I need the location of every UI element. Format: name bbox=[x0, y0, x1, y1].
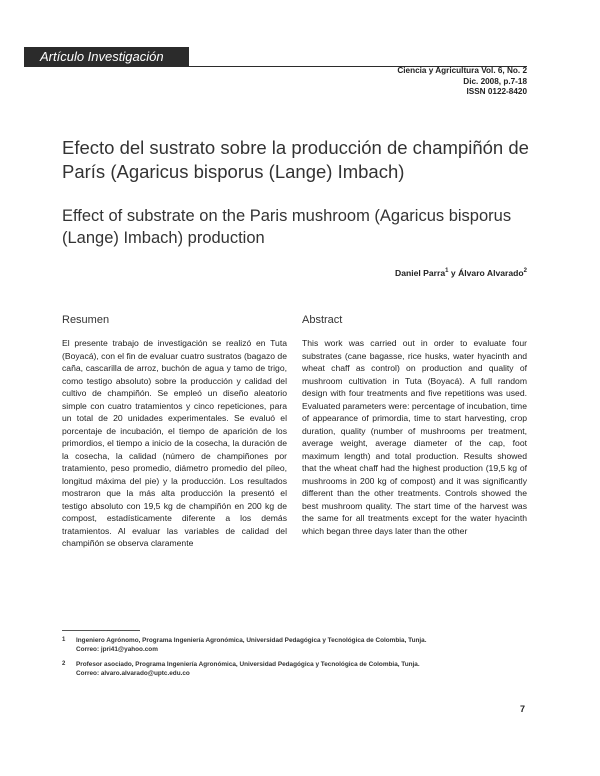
footnote-affiliation: Profesor asociado, Programa Ingeniería Agronómica, Universidad Pedagógica y Tecnológica de Colombia, Tunja. bbox=[76, 661, 420, 668]
footnote-email: Correo: jpri41@yahoo.com bbox=[76, 646, 158, 653]
journal-volume: Ciencia y Agricultura Vol. 6, No. 2 bbox=[397, 66, 527, 75]
title-english: Effect of substrate on the Paris mushroom (Agaricus bisporus (Lange) Imbach) production bbox=[62, 207, 512, 247]
abstract-heading: Abstract bbox=[302, 314, 343, 326]
author-joiner: y bbox=[448, 268, 459, 278]
footnote-affiliation: Ingeniero Agrónomo, Programa Ingeniería Agronómica, Universidad Pedagógica y Tecnológica de Colombia, Tunja. bbox=[76, 637, 427, 644]
journal-issn: ISSN 0122-8420 bbox=[466, 87, 527, 96]
footnote-email: Correo: alvaro.alvarado@uptc.edu.co bbox=[76, 670, 190, 677]
journal-info bbox=[397, 66, 527, 98]
author-name: Álvaro Alvarado bbox=[458, 268, 524, 278]
abstract-text: This work was carried out in order to evaluate four substrates (cane bagasse, rice husks, water hyacinth and wheat chaff as control) on production and quality of mushroom cultivation in Tuta (Boyacá). A full random design with four treatments and five repetitions was used. Evaluated parameters were: percentage of incubation, time of appearance of primordia, time to start harvesting, crop duration, quality (number of mushrooms per treatment, average weight, average diameter of the cap, foot maximum length) and total production. Results showed that the wheat chaff had the highest production (19,5 kg of mushrooms in 200 kg of compost) and it was significantly different than the other treatments. Controls showed the best mushroom quality. The start time of the harvest was the same for all treatments except for the water hyacinth which began three days later than the other bbox=[302, 338, 527, 536]
footnotes bbox=[62, 636, 532, 684]
journal-date-pages: Dic. 2008, p.7-18 bbox=[463, 76, 527, 86]
section-label: Artículo Investigación bbox=[24, 47, 189, 66]
authors bbox=[395, 268, 527, 278]
resumen-text: El presente trabajo de investigación se realizó en Tuta (Boyacá), con el fin de evaluar cuatro sustratos (bagazo de caña, cascarilla de arroz, buchón de agua y tamo de trigo, como testigo absoluto) sobre la producción y calidad del cultivo de champiñón. Se empleó un diseño aleatorio simple con cuatro tratamientos y cinco repeticiones, para un total de 20 unidades experimentales. Se evaluó el porcentaje de incubación, el tiempo de aparición de los primordios, el tiempo a inicio de la cosecha, la duración de la cosecha, la calidad (número de champiñones por tratamiento, peso promedio, diámetro promedio del píleo, longitud máxima del pie) y la producción. Los resultados mostraron que la más alta producción la presentó el testigo absoluto con 19,5 kg de champiñón en 200 kg de compost, estadísticamente diferente a los demás tratamientos. Al evaluar las variables de calidad del champiñón se observa claramente bbox=[62, 338, 287, 548]
footnote-item bbox=[62, 636, 532, 654]
author-footnote-mark: 2 bbox=[523, 268, 527, 275]
footnote-mark: 2 bbox=[62, 661, 66, 667]
author-name: Daniel Parra bbox=[394, 268, 446, 278]
page-number: 7 bbox=[519, 704, 525, 714]
footnote-rule bbox=[62, 630, 140, 631]
author-footnote-mark: 1 bbox=[445, 268, 449, 275]
footnote-mark: 1 bbox=[62, 637, 66, 643]
resumen-heading: Resumen bbox=[62, 314, 110, 326]
title-spanish: Efecto del sustrato sobre la producción de champiñón de París (Agaricus bisporus (Lange) Imbach) bbox=[62, 137, 529, 182]
footnote-item bbox=[62, 660, 532, 678]
